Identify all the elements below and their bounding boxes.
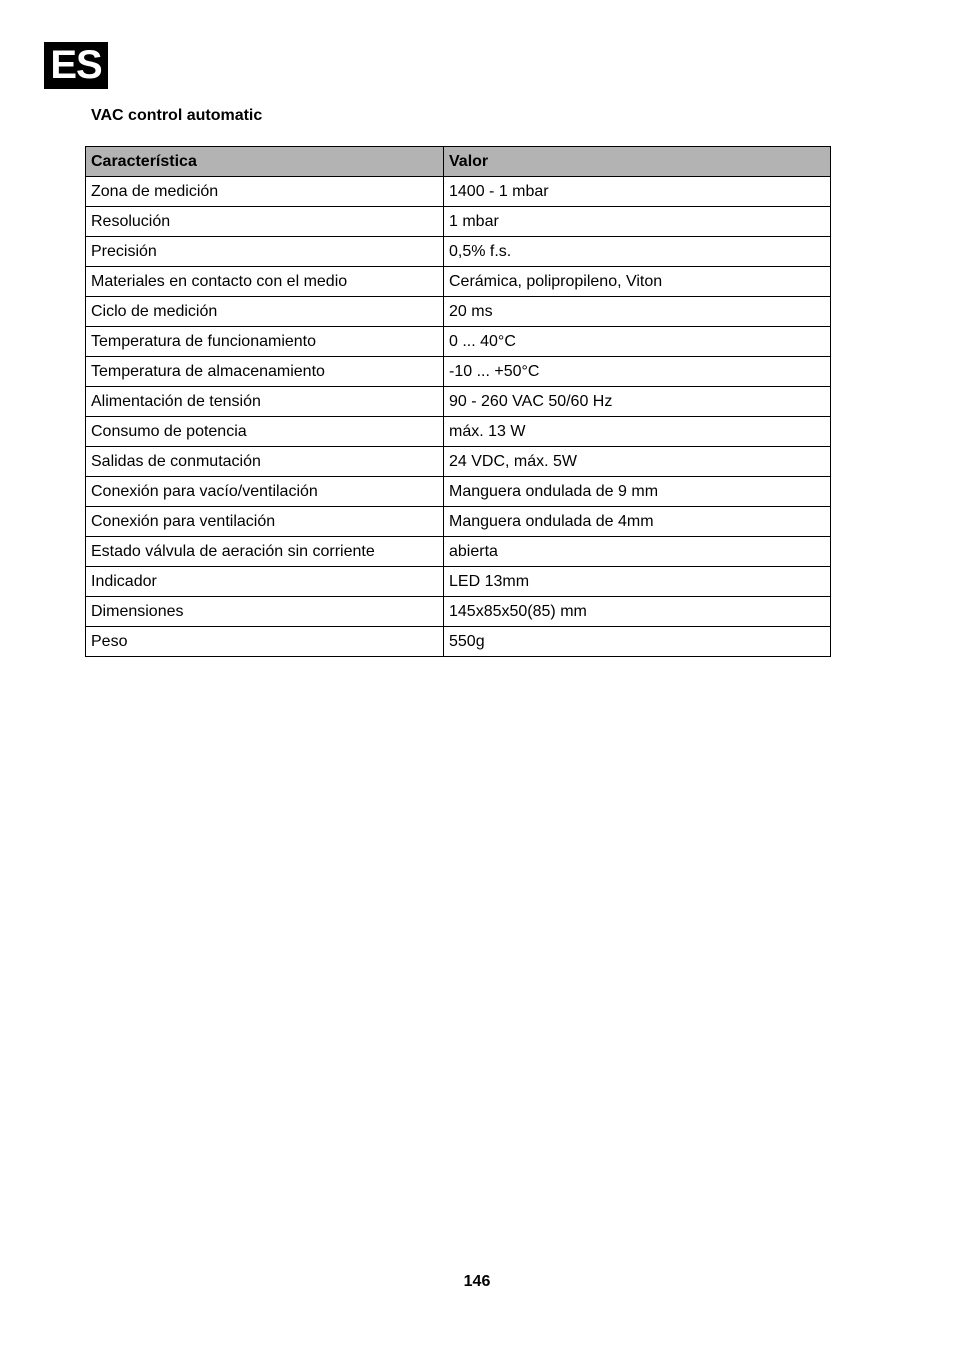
feature-cell: Resolución	[86, 207, 444, 237]
value-cell: 90 - 260 VAC 50/60 Hz	[444, 387, 831, 417]
feature-cell: Estado válvula de aeración sin corriente	[86, 537, 444, 567]
feature-cell: Salidas de conmutación	[86, 447, 444, 477]
table-row	[86, 267, 831, 297]
value-cell: 550g	[444, 627, 831, 657]
feature-cell: Precisión	[86, 237, 444, 267]
feature-cell: Zona de medición	[86, 177, 444, 207]
table-row	[86, 387, 831, 417]
feature-cell: Indicador	[86, 567, 444, 597]
table-row	[86, 177, 831, 207]
value-cell: Manguera ondulada de 4mm	[444, 507, 831, 537]
feature-cell: Consumo de potencia	[86, 417, 444, 447]
table-row	[86, 447, 831, 477]
value-cell: 1 mbar	[444, 207, 831, 237]
feature-cell: Temperatura de funcionamiento	[86, 327, 444, 357]
table-row	[86, 477, 831, 507]
value-cell: 20 ms	[444, 297, 831, 327]
value-cell: 1400 - 1 mbar	[444, 177, 831, 207]
column-header-value: Valor	[444, 147, 831, 177]
feature-cell: Materiales en contacto con el medio	[86, 267, 444, 297]
value-cell: 0 ... 40°C	[444, 327, 831, 357]
feature-cell: Temperatura de almacenamiento	[86, 357, 444, 387]
table-row	[86, 537, 831, 567]
value-cell: -10 ... +50°C	[444, 357, 831, 387]
feature-cell: Peso	[86, 627, 444, 657]
column-header-feature: Característica	[86, 147, 444, 177]
table-row	[86, 417, 831, 447]
value-cell: 24 VDC, máx. 5W	[444, 447, 831, 477]
table-row	[86, 567, 831, 597]
value-cell: máx. 13 W	[444, 417, 831, 447]
table-row	[86, 597, 831, 627]
table-row	[86, 327, 831, 357]
feature-cell: Conexión para vacío/ventilación	[86, 477, 444, 507]
feature-cell: Alimentación de tensión	[86, 387, 444, 417]
language-badge: ES	[44, 42, 108, 89]
table-row	[86, 507, 831, 537]
feature-cell: Conexión para ventilación	[86, 507, 444, 537]
table-row	[86, 297, 831, 327]
value-cell: Cerámica, polipropileno, Viton	[444, 267, 831, 297]
feature-cell: Dimensiones	[86, 597, 444, 627]
table-row	[86, 357, 831, 387]
value-cell: 145x85x50(85) mm	[444, 597, 831, 627]
specifications-table	[85, 146, 831, 657]
table-header-row	[86, 147, 831, 177]
page-number: 146	[463, 1273, 491, 1290]
feature-cell: Ciclo de medición	[86, 297, 444, 327]
table-row	[86, 627, 831, 657]
value-cell: abierta	[444, 537, 831, 567]
section-title: VAC control automatic	[91, 107, 263, 124]
table-row	[86, 207, 831, 237]
value-cell: LED 13mm	[444, 567, 831, 597]
value-cell: 0,5% f.s.	[444, 237, 831, 267]
value-cell: Manguera ondulada de 9 mm	[444, 477, 831, 507]
table-row	[86, 237, 831, 267]
